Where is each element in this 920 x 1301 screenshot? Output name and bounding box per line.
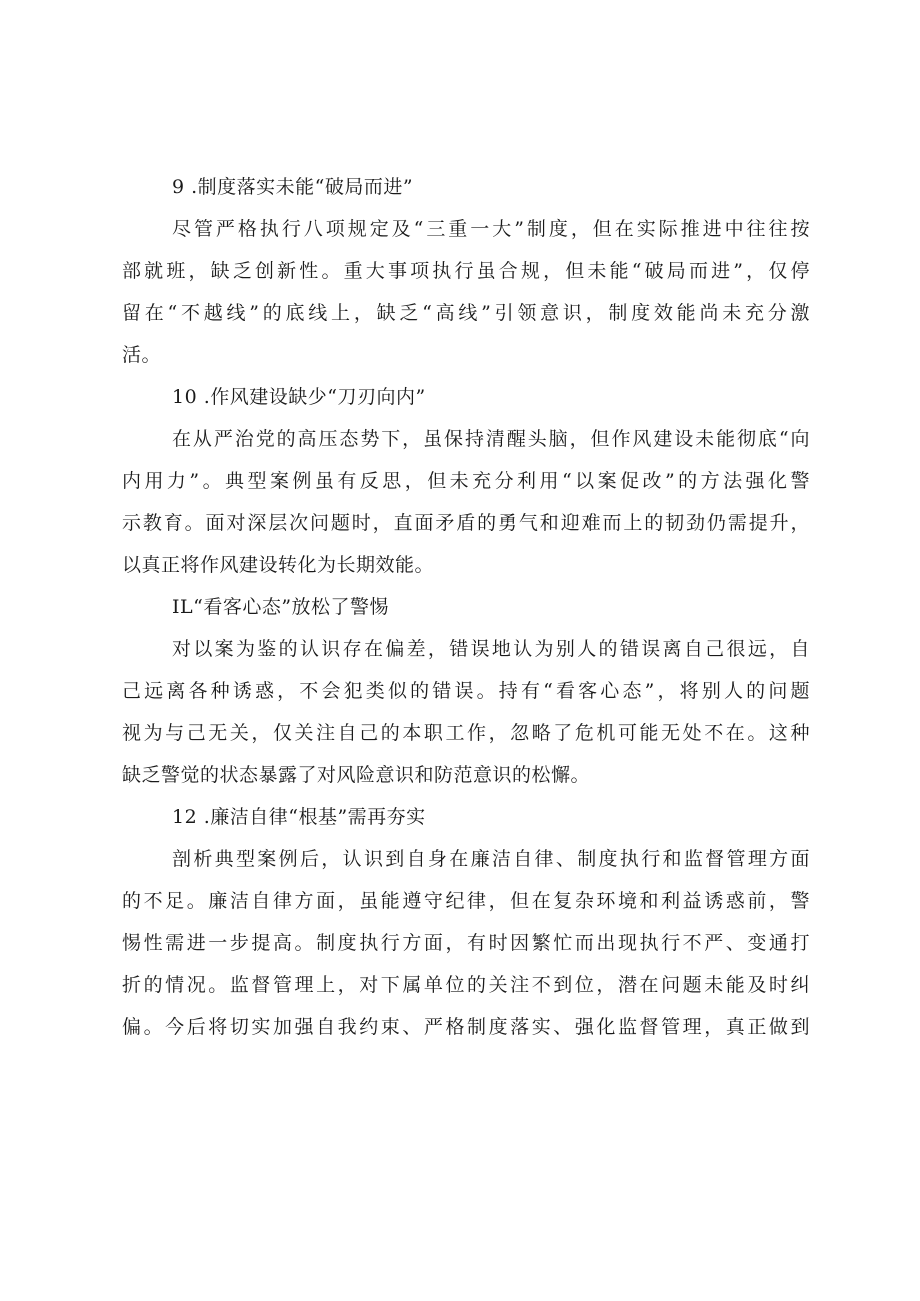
paragraph-line: 留在“不越线”的底线上，缺乏“高线”引领意识，制度效能尚未充分激 (122, 302, 810, 324)
paragraph-line: 内用力”。典型案例虽有反思，但未充分利用“以案促改”的方法强化警 (122, 470, 810, 492)
paragraph-line: 以真正将作风建设转化为长期效能。 (122, 554, 435, 576)
paragraph-line: 剖析典型案例后，认识到自身在廉洁自律、制度执行和监督管理方面 (172, 848, 810, 870)
paragraph-line: 尽管严格执行八项规定及“三重一大”制度，但在实际推进中往往按 (172, 218, 810, 240)
paragraph-line: 折的情况。监督管理上，对下属单位的关注不到位，潜在问题未能及时纠 (122, 974, 810, 996)
paragraph-line: 的不足。廉洁自律方面，虽能遵守纪律，但在复杂环境和利益诱惑前，警 (122, 890, 810, 912)
section-10 (122, 376, 810, 586)
paragraph-line: 示教育。面对深层次问题时，直面矛盾的勇气和迎难而上的韧劲仍需提升， (122, 512, 810, 534)
section-paragraph (122, 838, 810, 1048)
paragraph-line: 活。 (122, 344, 162, 366)
paragraph-line: 在从严治党的高压态势下，虽保持清醒头脑，但作风建设未能彻底“向 (172, 428, 810, 450)
section-12 (122, 796, 810, 1048)
section-paragraph (122, 418, 810, 586)
section-heading: 12 .廉洁自律“根基”需再夯实 (172, 806, 426, 828)
section-heading: 9 .制度落实未能“破局而进” (172, 176, 414, 198)
paragraph-line: 对以案为鉴的认识存在偏差，错误地认为别人的错误离自己很远，自 (172, 638, 810, 660)
section-11 (122, 586, 810, 796)
paragraph-line: 己远离各种诱惑，不会犯类似的错误。持有“看客心态”，将别人的问题 (122, 680, 810, 702)
section-heading: IL“看客心态”放松了警惕 (172, 596, 390, 618)
section-9 (122, 166, 810, 376)
paragraph-line: 缺乏警觉的状态暴露了对风险意识和防范意识的松懈。 (122, 764, 591, 786)
section-heading: 10 .作风建设缺少“刀刃向内” (172, 386, 426, 408)
document-body (122, 166, 810, 1048)
paragraph-line: 惕性需进一步提高。制度执行方面，有时因繁忙而出现执行不严、变通打 (122, 932, 810, 954)
paragraph-line: 部就班，缺乏创新性。重大事项执行虽合规，但未能“破局而进”，仅停 (122, 260, 810, 282)
paragraph-line: 视为与己无关，仅关注自己的本职工作，忽略了危机可能无处不在。这种 (122, 722, 810, 744)
section-paragraph (122, 208, 810, 376)
section-paragraph (122, 628, 810, 796)
paragraph-line: 偏。今后将切实加强自我约束、严格制度落实、强化监督管理，真正做到 (122, 1016, 810, 1038)
